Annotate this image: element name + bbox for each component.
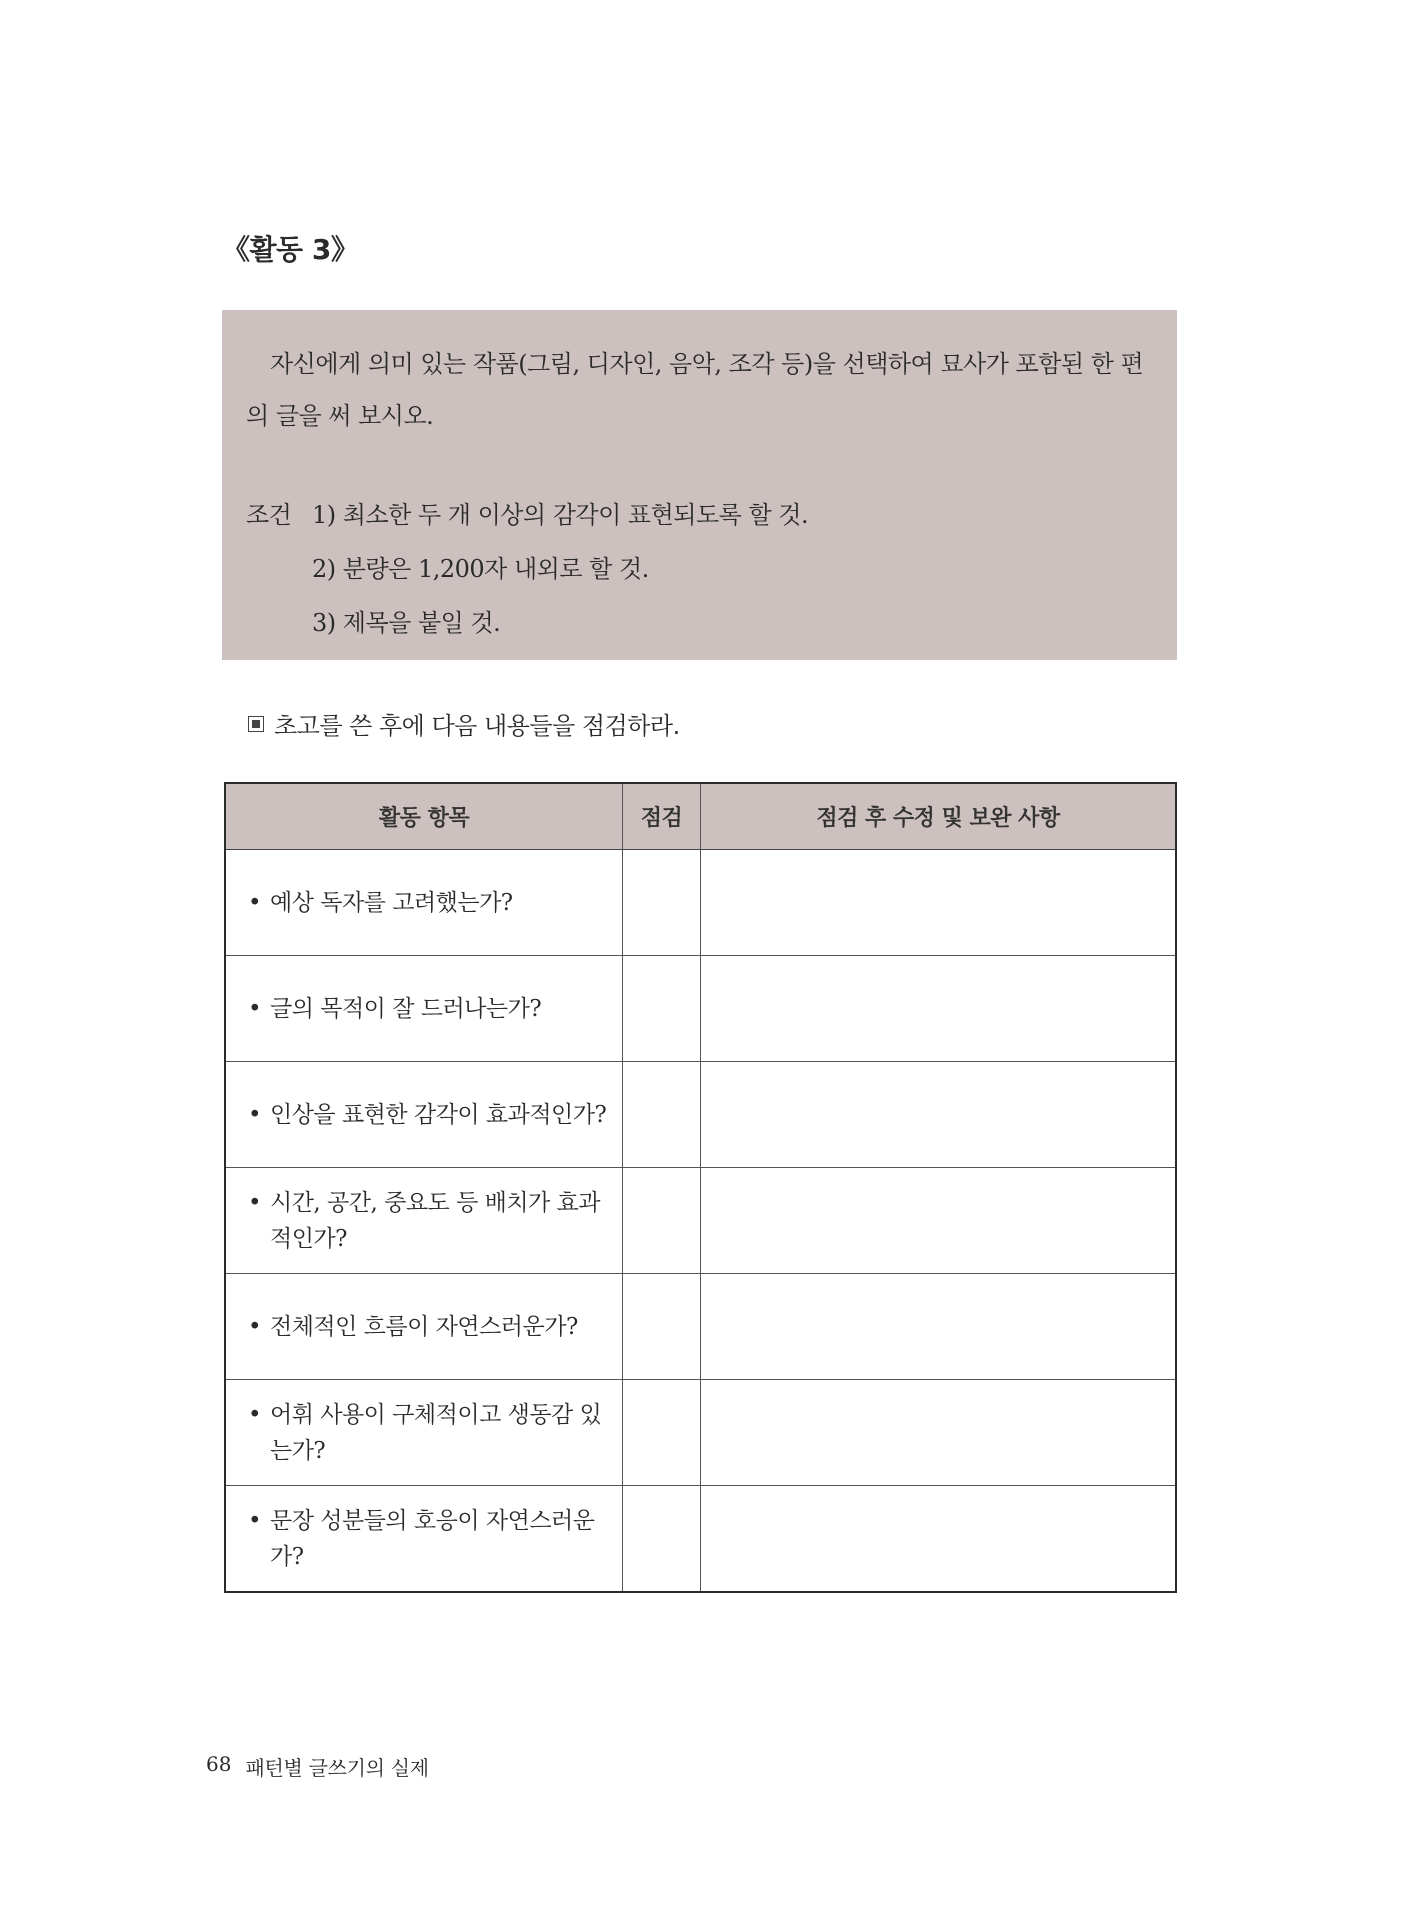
prompt-box (222, 310, 1177, 660)
condition-item: 1) 최소한 두 개 이상의 감각이 표현되도록 할 것. (312, 501, 809, 529)
item-cell (225, 1380, 623, 1486)
item-cell (225, 1486, 623, 1593)
checklist-table (224, 782, 1177, 1593)
table-row (225, 1380, 1176, 1486)
prompt-text: 자신에게 의미 있는 작품(그림, 디자인, 음악, 조각 등)을 선택하여 묘사가 포함된 한 편의 글을 써 보시오. (246, 350, 1144, 430)
table-row (225, 1486, 1176, 1593)
revision-cell[interactable] (701, 1274, 1177, 1380)
item-cell (225, 1168, 623, 1274)
item-text: 문장 성분들의 호응이 자연스러운가? (270, 1507, 595, 1570)
condition-row (246, 596, 1146, 650)
condition-row (246, 488, 1146, 542)
item-text: 예상 독자를 고려했는가? (270, 889, 513, 916)
check-cell[interactable] (623, 1274, 701, 1380)
header-revision: 점검 후 수정 및 보완 사항 (701, 783, 1177, 850)
bullet: • (248, 995, 262, 1022)
check-cell[interactable] (623, 1486, 701, 1593)
bullet: • (248, 1507, 262, 1534)
bullet: • (248, 1189, 262, 1216)
bullet: • (248, 889, 262, 916)
revision-cell[interactable] (701, 1380, 1177, 1486)
header-check: 점검 (623, 783, 701, 850)
table-row (225, 956, 1176, 1062)
check-cell[interactable] (623, 956, 701, 1062)
condition-row (246, 542, 1146, 596)
table-header-row (225, 783, 1176, 850)
condition-item: 2) 분량은 1,200자 내외로 할 것. (312, 555, 649, 583)
activity-title: 《활동 3》 (222, 233, 359, 266)
revision-cell[interactable] (701, 1486, 1177, 1593)
table-row (225, 1274, 1176, 1380)
item-text: 인상을 표현한 감각이 효과적인가? (270, 1101, 607, 1128)
check-cell[interactable] (623, 1168, 701, 1274)
item-cell (225, 956, 623, 1062)
table-row (225, 1062, 1176, 1168)
item-text: 전체적인 흐름이 자연스러운가? (270, 1313, 578, 1340)
bullet: • (248, 1101, 262, 1128)
table-row (225, 850, 1176, 956)
item-text: 어휘 사용이 구체적이고 생동감 있는가? (270, 1401, 602, 1464)
revision-cell[interactable] (701, 850, 1177, 956)
table-row (225, 1168, 1176, 1274)
page-footer (206, 1752, 429, 1781)
checklist-instruction (248, 706, 680, 741)
revision-cell[interactable] (701, 1062, 1177, 1168)
item-cell (225, 1062, 623, 1168)
item-cell (225, 850, 623, 956)
item-text: 글의 목적이 잘 드러나는가? (270, 995, 542, 1022)
bullet: • (248, 1313, 262, 1340)
conditions-label: 조건 (246, 501, 292, 529)
checkbox-square-icon (248, 716, 264, 732)
check-cell[interactable] (623, 1062, 701, 1168)
item-text: 시간, 공간, 중요도 등 배치가 효과적인가? (270, 1189, 601, 1252)
page-number: 68 (206, 1752, 232, 1776)
check-cell[interactable] (623, 1380, 701, 1486)
revision-cell[interactable] (701, 1168, 1177, 1274)
condition-item: 3) 제목을 붙일 것. (312, 609, 501, 637)
conditions-list (246, 488, 1146, 650)
check-cell[interactable] (623, 850, 701, 956)
book-title: 패턴별 글쓰기의 실제 (245, 1756, 429, 1780)
header-activity-item: 활동 항목 (225, 783, 623, 850)
item-cell (225, 1274, 623, 1380)
revision-cell[interactable] (701, 956, 1177, 1062)
checklist-instruction-text: 초고를 쓴 후에 다음 내용들을 점검하라. (274, 712, 680, 740)
bullet: • (248, 1401, 262, 1428)
